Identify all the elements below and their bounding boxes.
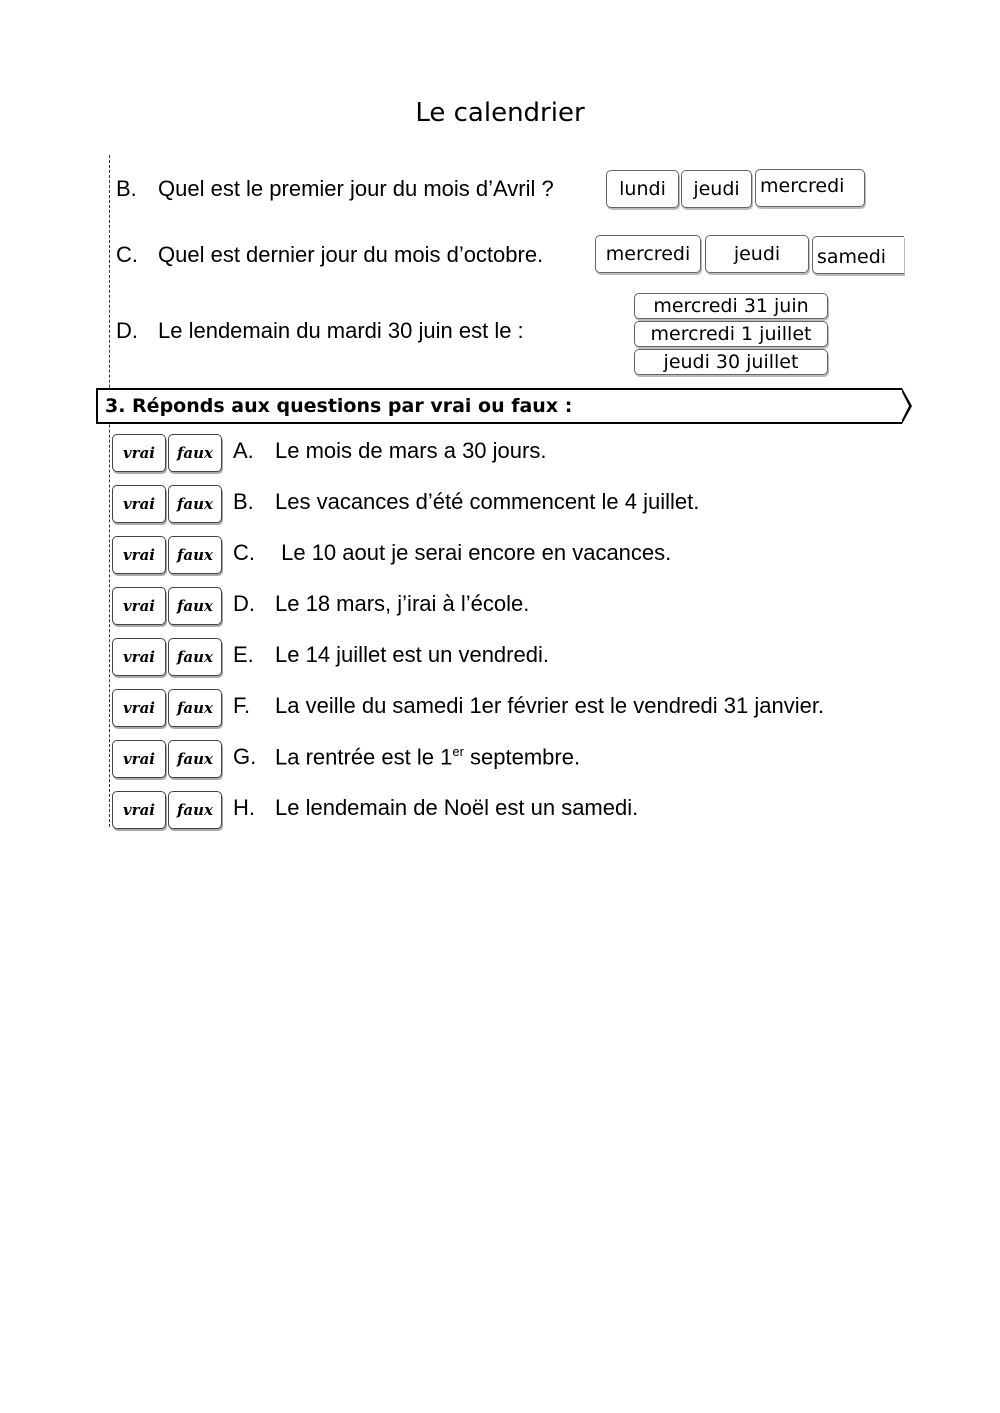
option-mercredi-31-juin[interactable]: mercredi 31 juin <box>634 293 828 319</box>
option-samedi[interactable]: samedi <box>812 236 904 274</box>
dashed-margin-line <box>109 155 110 827</box>
question-letter: C. <box>116 242 138 267</box>
vrai-button[interactable]: vrai <box>112 587 166 625</box>
statement <box>233 540 671 566</box>
tf-row-e <box>112 638 912 678</box>
statement-letter: H. <box>233 795 255 820</box>
statement <box>233 438 546 464</box>
statement <box>233 489 699 515</box>
faux-button[interactable]: faux <box>168 434 222 472</box>
statement-text: Le 14 juillet est un vendredi. <box>275 642 549 667</box>
option-jeudi[interactable]: jeudi <box>681 170 752 208</box>
question-d <box>116 318 524 344</box>
faux-button[interactable]: faux <box>168 740 222 778</box>
vrai-button[interactable]: vrai <box>112 536 166 574</box>
faux-button[interactable]: faux <box>168 587 222 625</box>
section-3-title: 3. Réponds aux questions par vrai ou faux : <box>105 395 573 417</box>
question-c <box>116 242 543 268</box>
option-jeudi[interactable]: jeudi <box>705 235 809 273</box>
statement <box>233 591 529 617</box>
statement <box>233 795 638 821</box>
option-mercredi[interactable]: mercredi <box>595 235 701 273</box>
option-mercredi[interactable]: mercredi <box>755 169 865 207</box>
statement-text: La veille du samedi 1er février est le vendredi 31 janvier. <box>275 693 825 718</box>
statement-text: Le 18 mars, j’irai à l’école. <box>275 591 530 616</box>
statement-text: Le lendemain de Noël est un samedi. <box>275 795 639 820</box>
tf-row-g <box>112 740 912 780</box>
faux-button[interactable]: faux <box>168 536 222 574</box>
statement-letter: D. <box>233 591 255 616</box>
faux-button[interactable]: faux <box>168 689 222 727</box>
vrai-button[interactable]: vrai <box>112 638 166 676</box>
question-letter: D. <box>116 318 138 343</box>
question-text: Quel est dernier jour du mois d’octobre. <box>158 242 544 267</box>
statement-text: La rentrée est le 1 <box>275 744 453 770</box>
ordinal-suffix: er <box>452 744 464 759</box>
statement <box>233 693 824 719</box>
vrai-button[interactable]: vrai <box>112 791 166 829</box>
section-3-header <box>96 388 902 424</box>
question-b <box>116 176 554 202</box>
question-text: Quel est le premier jour du mois d’Avril ? <box>158 176 554 201</box>
statement-letter: A. <box>233 438 254 463</box>
vrai-button[interactable]: vrai <box>112 689 166 727</box>
tf-row-a <box>112 434 912 474</box>
statement <box>233 642 549 668</box>
option-jeudi-30-juillet[interactable]: jeudi 30 juillet <box>634 349 828 375</box>
statement-text: Les vacances d’été commencent le 4 juillet. <box>275 489 700 514</box>
vrai-button[interactable]: vrai <box>112 434 166 472</box>
statement-text: Le 10 aout je serai encore en vacances. <box>275 540 672 565</box>
arrow-tip-icon <box>902 388 912 424</box>
tf-row-b <box>112 485 912 525</box>
statement-letter: C. <box>233 540 255 565</box>
option-lundi[interactable]: lundi <box>606 170 679 208</box>
tf-row-f <box>112 689 912 729</box>
question-text: Le lendemain du mardi 30 juin est le : <box>158 318 524 343</box>
statement-letter: F. <box>233 693 251 718</box>
statement-text-end: septembre. <box>463 744 581 770</box>
faux-button[interactable]: faux <box>168 485 222 523</box>
statement-text: Le mois de mars a 30 jours. <box>275 438 547 463</box>
option-mercredi-1-juillet[interactable]: mercredi 1 juillet <box>634 321 828 347</box>
statement-letter: B. <box>233 489 254 514</box>
page-title: Le calendrier <box>415 98 585 128</box>
tf-row-c <box>112 536 912 576</box>
faux-button[interactable]: faux <box>168 638 222 676</box>
statement-letter: G. <box>233 744 257 770</box>
vrai-button[interactable]: vrai <box>112 740 166 778</box>
statement-letter: E. <box>233 642 254 667</box>
statement <box>233 744 580 770</box>
tf-row-h <box>112 791 912 831</box>
tf-row-d <box>112 587 912 627</box>
faux-button[interactable]: faux <box>168 791 222 829</box>
question-letter: B. <box>116 176 137 201</box>
vrai-button[interactable]: vrai <box>112 485 166 523</box>
